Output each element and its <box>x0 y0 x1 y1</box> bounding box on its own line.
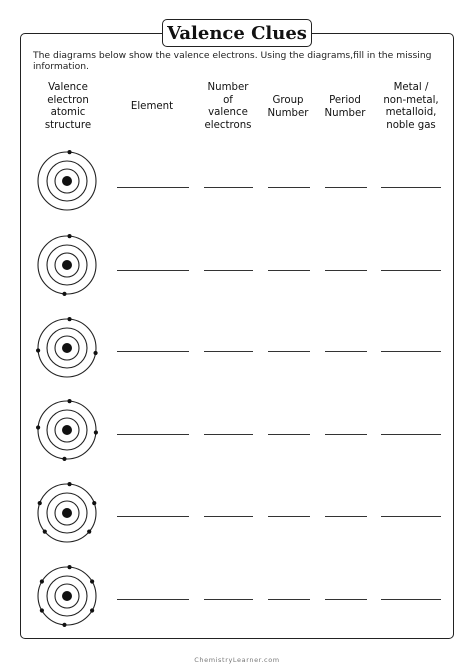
valence-electron <box>43 530 47 534</box>
period-answer-line[interactable] <box>325 187 367 188</box>
element-answer-line[interactable] <box>117 599 189 600</box>
element-answer-line[interactable] <box>117 351 189 352</box>
instructions-text: The diagrams below show the valence electrons. Using the diagrams,fill in the missing information. <box>33 50 432 72</box>
valence-count-answer-line[interactable] <box>204 270 253 271</box>
valence-electron <box>90 608 94 612</box>
valence-electron <box>40 608 44 612</box>
period-answer-line[interactable] <box>325 351 367 352</box>
header-valence-line: of <box>223 94 233 106</box>
nucleus <box>62 425 72 435</box>
valence-electron <box>38 501 42 505</box>
header-class-line: Metal / <box>393 82 429 93</box>
valence-electron <box>67 317 71 321</box>
atom-diagram <box>36 399 98 461</box>
header-class-line: noble gas <box>386 119 436 131</box>
valence-electron <box>62 457 66 461</box>
nucleus <box>62 343 72 353</box>
valence-count-answer-line[interactable] <box>204 516 253 517</box>
classification-answer-line[interactable] <box>381 599 441 600</box>
header-element-line: Element <box>130 101 174 112</box>
classification-answer-line[interactable] <box>381 187 441 188</box>
header-period <box>318 95 372 120</box>
footer-credit: ChemistryLearner.com <box>194 656 280 664</box>
nucleus <box>62 260 72 270</box>
valence-electron <box>36 425 40 429</box>
nucleus <box>62 176 72 186</box>
period-answer-line[interactable] <box>325 270 367 271</box>
valence-electron <box>93 351 97 355</box>
valence-electron <box>94 430 98 434</box>
header-classification <box>374 82 448 132</box>
group-answer-line[interactable] <box>268 516 310 517</box>
element-answer-line[interactable] <box>117 270 189 271</box>
valence-count-answer-line[interactable] <box>204 599 253 600</box>
header-period-line: Period <box>329 95 361 106</box>
atom-diagram <box>36 482 98 544</box>
header-group-line: Group <box>272 95 304 106</box>
header-class-line: non-metal, <box>383 94 439 106</box>
valence-electron <box>67 482 71 486</box>
header-group-line: Number <box>267 107 309 119</box>
valence-count-answer-line[interactable] <box>204 187 253 188</box>
group-answer-line[interactable] <box>268 434 310 435</box>
valence-electron <box>62 623 66 627</box>
valence-electron <box>36 348 40 352</box>
valence-electron <box>67 565 71 569</box>
nucleus <box>62 508 72 518</box>
valence-electron <box>92 501 96 505</box>
classification-answer-line[interactable] <box>381 434 441 435</box>
classification-answer-line[interactable] <box>381 516 441 517</box>
header-structure-line: structure <box>44 119 92 131</box>
period-answer-line[interactable] <box>325 516 367 517</box>
atom-diagram <box>36 317 98 379</box>
valence-electron <box>62 292 66 296</box>
period-answer-line[interactable] <box>325 434 367 435</box>
group-answer-line[interactable] <box>268 599 310 600</box>
atom-diagram <box>36 565 98 627</box>
classification-answer-line[interactable] <box>381 270 441 271</box>
header-structure <box>30 82 106 132</box>
valence-electron <box>40 579 44 583</box>
header-group <box>262 95 314 120</box>
element-answer-line[interactable] <box>117 434 189 435</box>
atom-diagram <box>36 150 98 212</box>
valence-electron <box>67 399 71 403</box>
header-valence-count <box>198 82 258 132</box>
valence-count-answer-line[interactable] <box>204 351 253 352</box>
header-element <box>112 101 192 114</box>
header-structure-line: electron <box>47 94 89 106</box>
valence-electron <box>87 530 91 534</box>
valence-electron <box>67 234 71 238</box>
period-answer-line[interactable] <box>325 599 367 600</box>
nucleus <box>62 591 72 601</box>
valence-electron <box>67 150 71 154</box>
group-answer-line[interactable] <box>268 351 310 352</box>
classification-answer-line[interactable] <box>381 351 441 352</box>
header-valence-line: electrons <box>204 119 252 131</box>
header-structure-line: Valence <box>48 82 88 93</box>
group-answer-line[interactable] <box>268 270 310 271</box>
valence-count-answer-line[interactable] <box>204 434 253 435</box>
header-class-line: metalloid, <box>385 107 437 118</box>
header-structure-line: atomic <box>50 107 86 118</box>
header-valence-line: Number <box>207 82 249 93</box>
header-period-line: Number <box>324 107 366 119</box>
atom-diagram <box>36 234 98 296</box>
worksheet-title: Valence Clues <box>162 19 312 47</box>
header-valence-line: valence <box>208 107 248 118</box>
valence-electron <box>90 579 94 583</box>
element-answer-line[interactable] <box>117 187 189 188</box>
group-answer-line[interactable] <box>268 187 310 188</box>
element-answer-line[interactable] <box>117 516 189 517</box>
